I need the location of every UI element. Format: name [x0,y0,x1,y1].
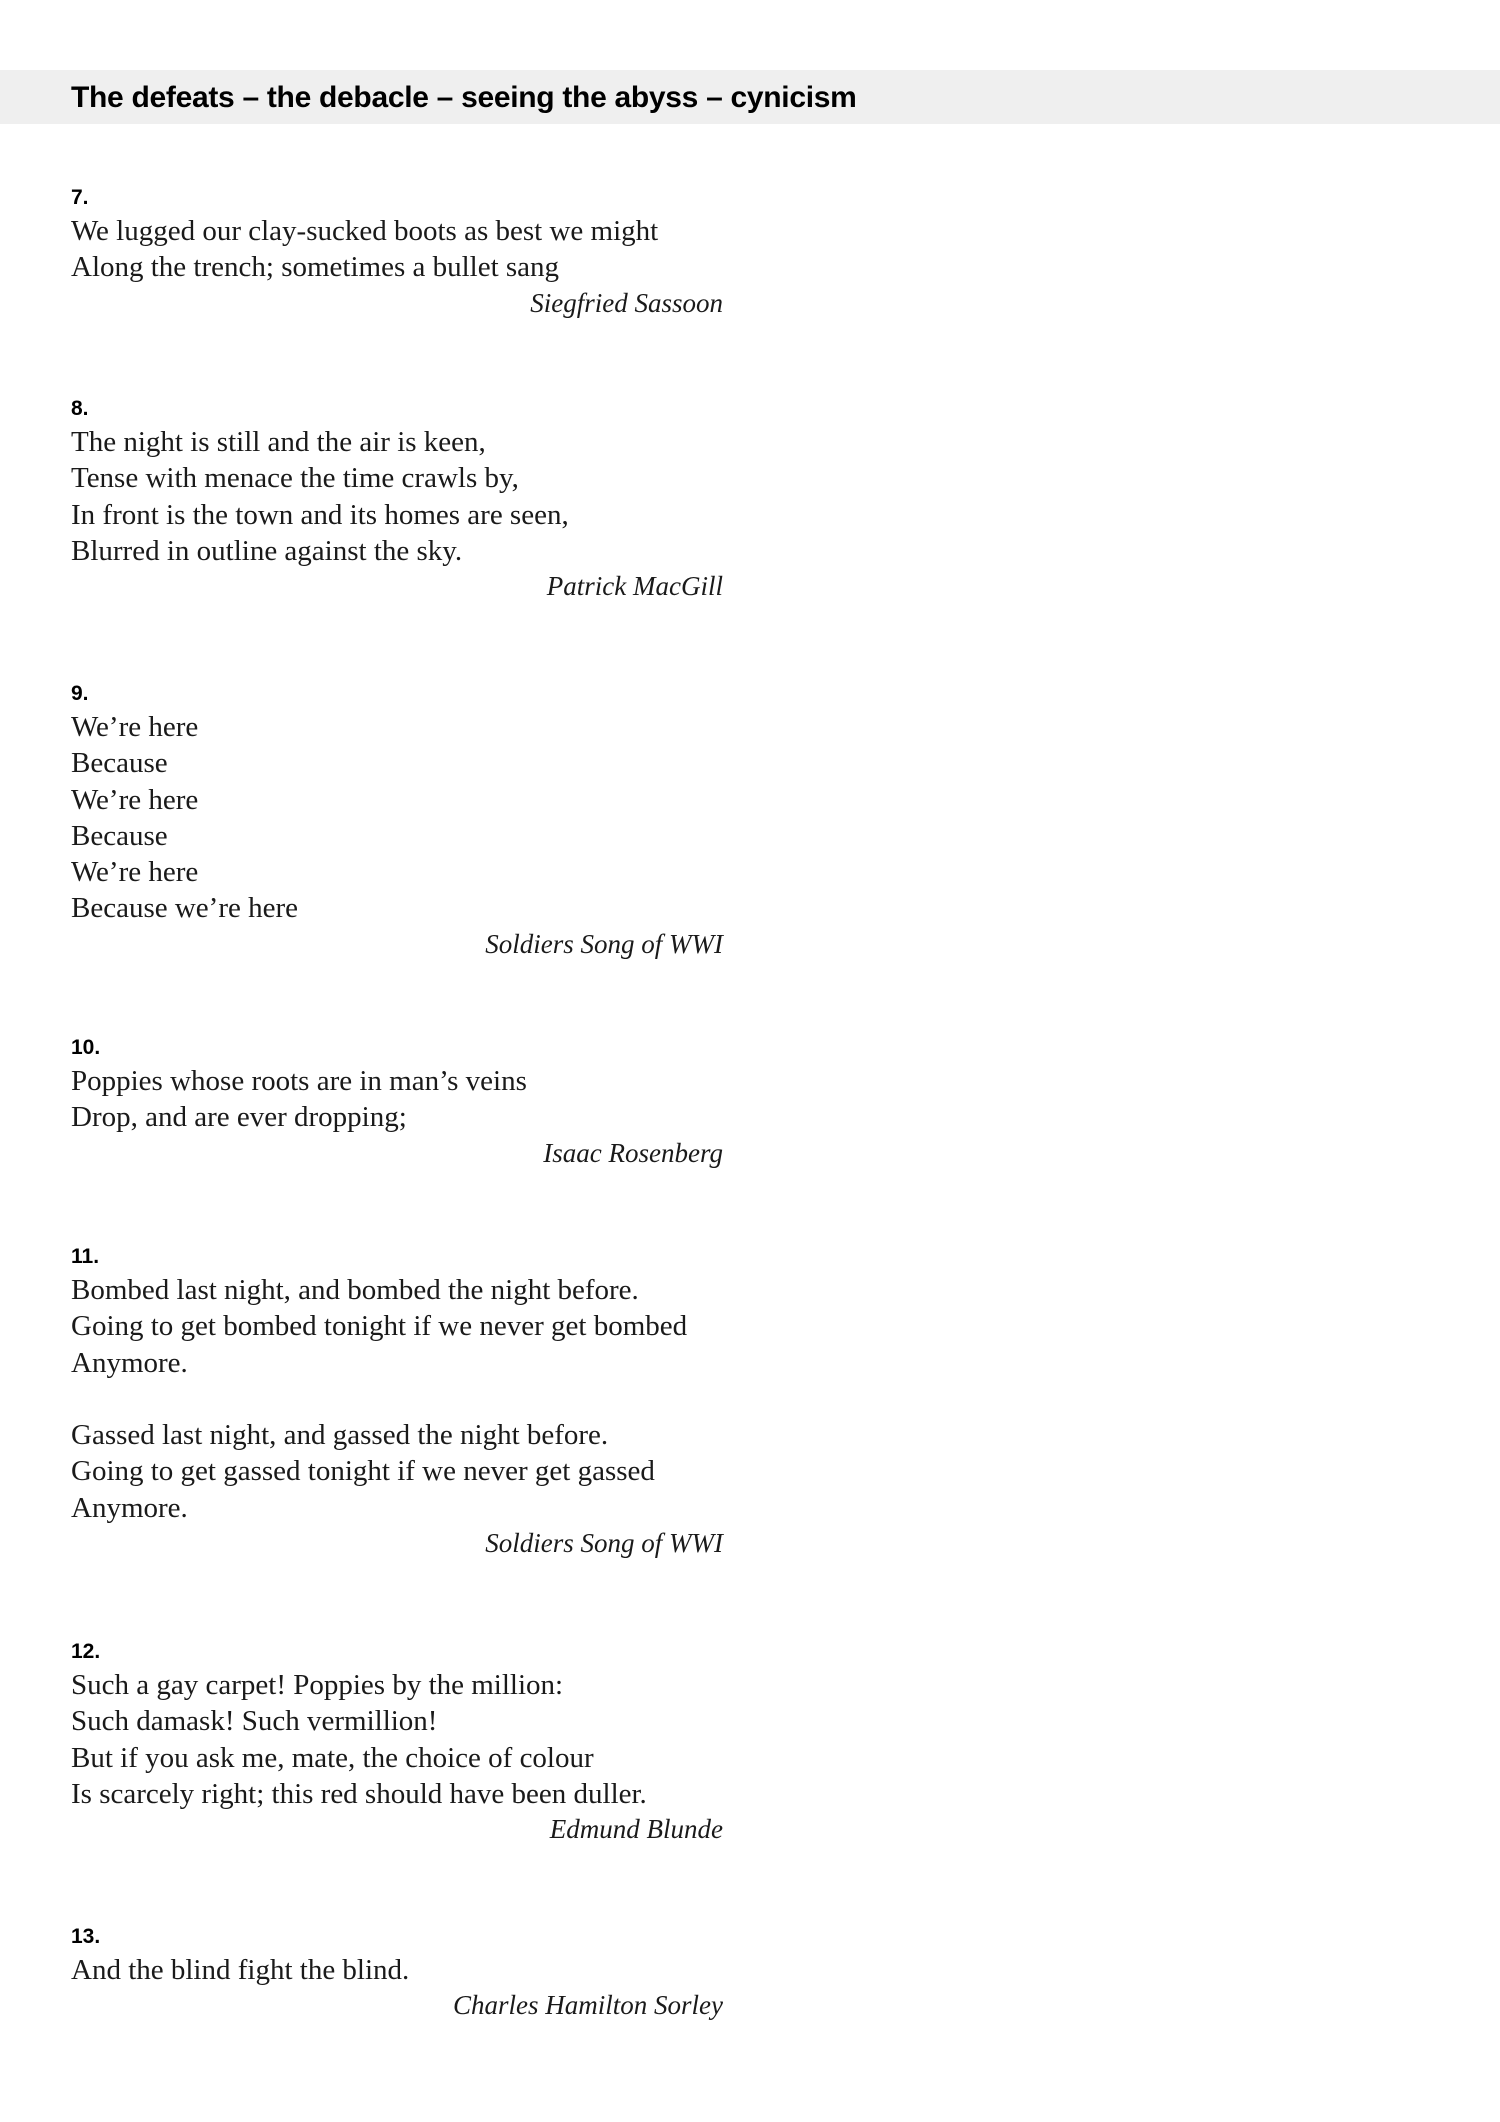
quote-number: 11. [71,1245,100,1268]
quote-line: In front is the town and its homes are seen, [71,498,569,531]
quote-number: 9. [71,682,89,705]
quote-number: 10. [71,1036,101,1059]
quote-line: We lugged our clay-sucked boots as best we might [71,215,659,247]
quote-author: Siegfried Sassoon [530,287,723,318]
quote-line: We’re here [71,856,199,889]
quote-line: Going to get bombed tonight if we never get bombed [71,1310,688,1343]
quote-line: Because [71,819,168,852]
quote-number: 12. [71,1640,101,1663]
quote-author: Patrick MacGill [546,571,723,602]
quote-line: And the blind fight the blind. [71,1954,410,1986]
quote-line: Such damask! Such vermillion! [71,1705,438,1738]
quote-line: Poppies whose roots are in man’s veins [71,1065,527,1097]
quote-line: Drop, and are ever dropping; [71,1101,407,1134]
quote-line: The night is still and the air is keen, [71,426,486,458]
quote-line: Bombed last night, and bombed the night before. [71,1274,639,1306]
quote-block [71,679,723,961]
quote-author: Isaac Rosenberg [543,1137,723,1168]
quote-block [71,183,723,320]
quote-line: Along the trench; sometimes a bullet sang [71,251,560,284]
quote-block [71,1637,723,1846]
quote-number: 7. [71,186,89,209]
page-title: The defeats – the debacle – seeing the abyss – cynicism [71,81,857,114]
quote-author: Charles Hamilton Sorley [453,1990,723,2021]
quote-number: 13. [71,1925,101,1948]
quote-author: Soldiers Song of WWI [485,1528,723,1559]
quote-line: Because we’re here [71,892,299,925]
quote-line: Gassed last night, and gassed the night before. [71,1419,609,1452]
quote-line: Is scarcely right; this red should have been duller. [71,1777,647,1810]
quote-number: 8. [71,397,89,420]
quote-block [71,1922,723,2022]
quote-line: Such a gay carpet! Poppies by the million: [71,1669,564,1701]
quote-block [71,1033,723,1170]
quote-block [71,394,723,603]
quote-line: Anymore. [71,1346,188,1379]
quote-author: Edmund Blunde [549,1814,723,1845]
quote-line: Going to get gassed tonight if we never get gassed [71,1455,655,1488]
quote-line: We’re here [71,711,199,743]
quote-lines [71,1952,723,1988]
quote-lines [71,1667,723,1812]
quote-lines [71,1063,723,1136]
quote-line: We’re here [71,783,199,816]
quote-author: Soldiers Song of WWI [485,928,723,959]
quote-lines [71,709,723,927]
quote-line: But if you ask me, mate, the choice of colour [71,1741,594,1774]
quote-lines [71,424,723,569]
quote-lines [71,213,723,286]
quote-line: Blurred in outline against the sky. [71,534,463,567]
quote-line: Tense with menace the time crawls by, [71,462,519,495]
quote-line [71,1381,723,1417]
quote-line: Because [71,747,168,780]
quote-block [71,1242,723,1560]
quote-line: Anymore. [71,1491,188,1524]
quote-lines [71,1272,723,1526]
